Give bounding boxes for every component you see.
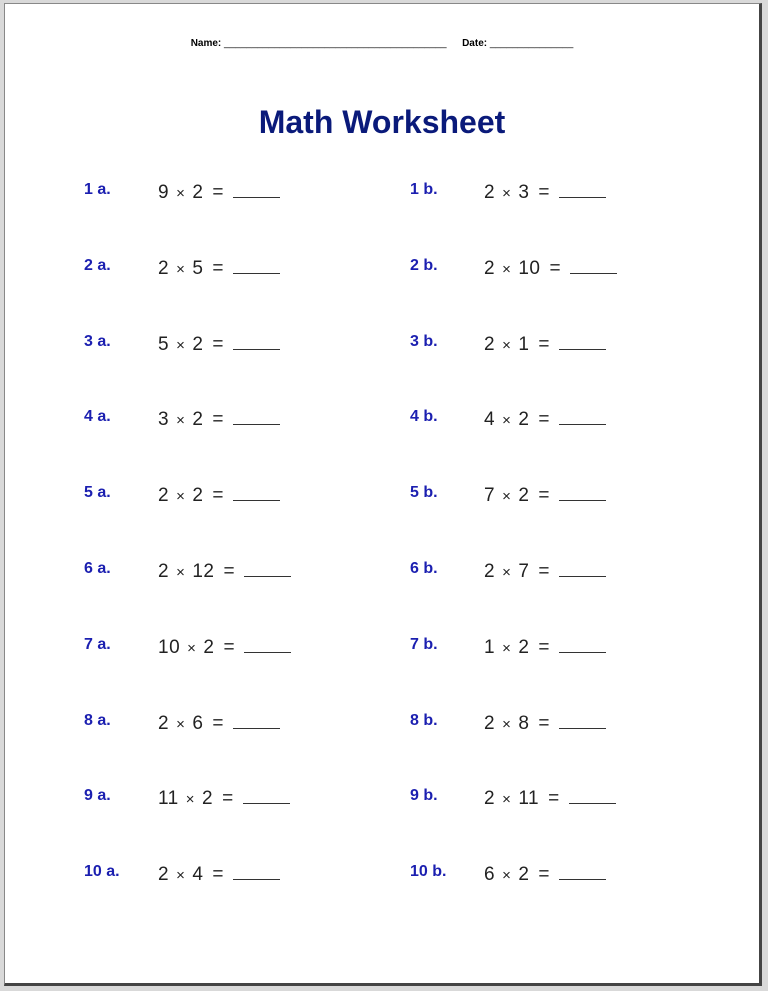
left-operand: 2 [484,334,496,355]
equals-sign: = [212,864,225,885]
header-fields [5,38,759,49]
multiply-sign: × [176,412,186,429]
equals-sign: = [212,182,225,203]
left-operand: 2 [158,864,170,885]
equals-sign: = [538,713,551,734]
equals-sign: = [223,561,236,582]
multiply-sign: × [176,564,186,581]
problem-expression [484,182,606,204]
multiply-sign: × [502,488,512,505]
multiply-sign: × [502,261,512,278]
answer-blank[interactable] [233,865,280,880]
problem-expression [158,258,280,280]
multiply-sign: × [502,337,512,354]
answer-blank[interactable] [233,259,280,274]
left-operand: 2 [484,713,496,734]
right-operand: 10 [518,258,541,279]
equals-sign: = [538,182,551,203]
name-label: Name: [190,38,222,49]
right-operand: 2 [192,409,204,430]
right-operand: 1 [518,334,530,355]
answer-blank[interactable] [570,259,617,274]
right-operand: 2 [203,637,215,658]
answer-blank[interactable] [559,410,606,425]
equals-sign: = [538,334,551,355]
problem-label: 6 b. [410,560,438,577]
worksheet-page [4,3,762,986]
left-operand: 9 [158,182,170,203]
problem-expression [484,637,606,659]
answer-blank[interactable] [559,638,606,653]
left-operand: 2 [484,182,496,203]
problem-label: 2 b. [410,257,438,274]
answer-blank[interactable] [233,714,280,729]
equals-sign: = [538,409,551,430]
equals-sign: = [538,485,551,506]
equals-sign: = [212,713,225,734]
left-operand: 2 [484,788,496,809]
problem-label: 5 a. [84,484,111,501]
problem-label: 4 a. [84,408,111,425]
date-line: _______________ [489,38,574,49]
problem-label: 1 b. [410,181,438,198]
equals-sign: = [538,637,551,658]
right-operand: 6 [192,713,204,734]
equals-sign: = [223,637,236,658]
multiply-sign: × [502,867,512,884]
problem-label: 10 a. [84,863,120,880]
answer-blank[interactable] [569,789,616,804]
left-operand: 2 [158,713,170,734]
problem-expression [158,864,280,886]
problem-expression [158,561,291,583]
right-operand: 2 [518,637,530,658]
left-operand: 2 [484,258,496,279]
equals-sign: = [212,485,225,506]
problem-label: 3 a. [84,333,111,350]
problem-label: 8 b. [410,712,438,729]
equals-sign: = [548,788,560,809]
problem-label: 7 a. [84,636,111,653]
answer-blank[interactable] [233,335,280,350]
problem-label: 8 a. [84,712,111,729]
problem-label: 9 a. [84,787,111,804]
multiply-sign: × [176,716,186,733]
problem-expression [484,409,606,431]
answer-blank[interactable] [233,486,280,501]
problem-expression [158,182,280,204]
left-operand: 7 [484,485,496,506]
problem-expression [158,713,280,735]
answer-blank[interactable] [233,183,280,198]
equals-sign: = [212,258,225,279]
problem-label: 10 b. [410,863,447,880]
multiply-sign: × [176,185,186,202]
problem-expression [484,864,606,886]
right-operand: 7 [518,561,530,582]
problem-expression [484,258,617,280]
right-operand: 3 [518,182,530,203]
left-operand: 2 [158,561,170,582]
multiply-sign: × [502,716,512,733]
right-operand: 2 [192,182,204,203]
problem-label: 2 a. [84,257,111,274]
right-operand: 2 [202,788,214,809]
problem-expression [484,713,606,735]
answer-blank[interactable] [243,789,290,804]
problem-label: 6 a. [84,560,111,577]
answer-blank[interactable] [559,714,606,729]
left-operand: 2 [484,561,496,582]
right-operand: 8 [518,713,530,734]
answer-blank[interactable] [559,183,606,198]
right-operand: 12 [192,561,215,582]
problem-label: 9 b. [410,787,438,804]
problem-expression [158,788,290,810]
right-operand: 2 [518,485,530,506]
multiply-sign: × [502,564,512,581]
problem-expression [484,334,606,356]
name-line: ________________________________________ [224,38,447,49]
problem-expression [158,409,280,431]
left-operand: 6 [484,864,496,885]
problem-label: 3 b. [410,333,438,350]
problem-label: 1 a. [84,181,111,198]
left-operand: 3 [158,409,170,430]
answer-blank[interactable] [559,865,606,880]
problem-expression [484,561,606,583]
answer-blank[interactable] [559,562,606,577]
left-operand: 11 [158,788,179,809]
answer-blank[interactable] [244,562,291,577]
right-operand: 4 [192,864,204,885]
problem-label: 7 b. [410,636,438,653]
problem-label: 5 b. [410,484,438,501]
right-operand: 2 [192,334,204,355]
date-label: Date: [462,38,488,49]
right-operand: 2 [192,485,204,506]
problem-expression [484,485,606,507]
equals-sign: = [549,258,562,279]
problem-expression [158,637,291,659]
answer-blank[interactable] [559,486,606,501]
multiply-sign: × [176,488,186,505]
multiply-sign: × [176,867,186,884]
left-operand: 4 [484,409,496,430]
left-operand: 2 [158,485,170,506]
multiply-sign: × [502,640,512,657]
problem-expression [158,485,280,507]
multiply-sign: × [187,640,197,657]
answer-blank[interactable] [559,335,606,350]
left-operand: 1 [484,637,496,658]
left-operand: 10 [158,637,181,658]
answer-blank[interactable] [233,410,280,425]
right-operand: 5 [192,258,204,279]
multiply-sign: × [185,791,195,808]
left-operand: 5 [158,334,170,355]
problem-label: 4 b. [410,408,438,425]
multiply-sign: × [176,337,186,354]
equals-sign: = [212,409,225,430]
multiply-sign: × [502,791,512,808]
equals-sign: = [222,788,234,809]
right-operand: 2 [518,864,530,885]
equals-sign: = [212,334,225,355]
right-operand: 2 [518,409,530,430]
multiply-sign: × [502,412,512,429]
answer-blank[interactable] [244,638,291,653]
equals-sign: = [538,561,551,582]
multiply-sign: × [502,185,512,202]
problem-expression [158,334,280,356]
equals-sign: = [538,864,551,885]
multiply-sign: × [176,261,186,278]
left-operand: 2 [158,258,170,279]
page-title: Math Worksheet [258,104,506,140]
right-operand: 11 [518,788,540,809]
problem-expression [484,788,616,810]
